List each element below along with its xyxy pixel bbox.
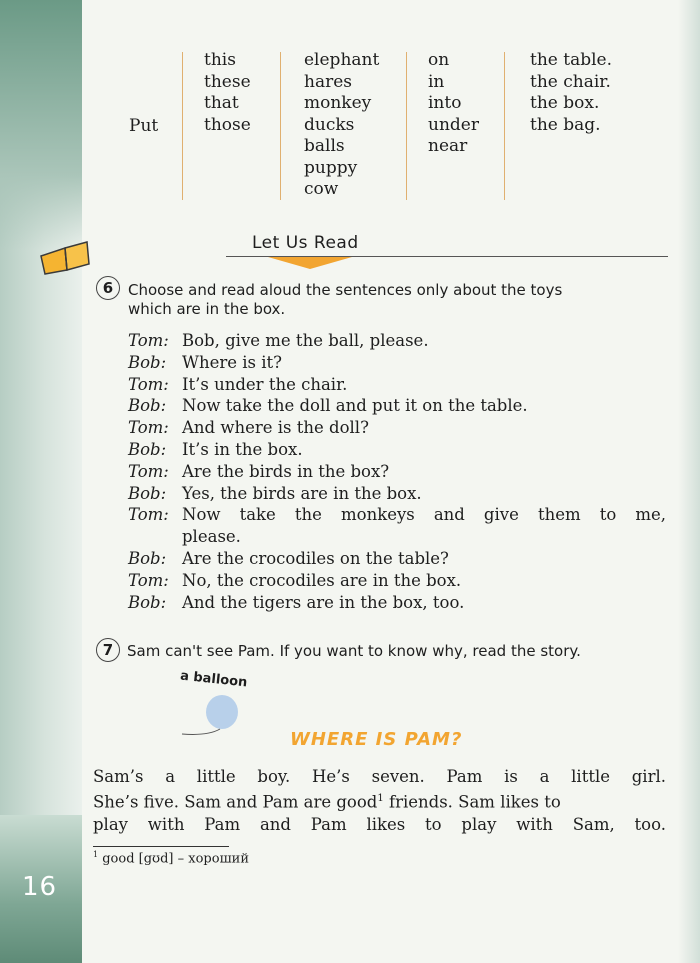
table-word: in [428,71,445,92]
table-word: balls [304,136,345,156]
story-fragment-text: She’s five. Sam and Pam are good [93,792,378,812]
speaker: Bob: [128,592,167,612]
line-text: It’s in the box. [182,439,303,459]
line-text: No, the crocodiles are in the box. [182,570,462,590]
table-word: these [204,71,251,92]
footnote-text: good [gʊd] – хороший [98,851,249,867]
exercise-6-instruction-line1: Choose and read aloud the sentences only about the toys [128,281,563,299]
dialogue-line [128,417,668,439]
table-word: monkey [304,93,372,113]
story-title: WHERE IS PAM? [290,729,463,750]
dialogue-line [128,352,668,374]
story-fragment [93,788,561,814]
table-divider [280,52,281,200]
speaker: Tom: [128,461,169,481]
story-line: play with Pam and Pam likes to play with Sam, too. [93,814,666,834]
dialogue-line [128,483,668,505]
speaker: Bob: [128,396,167,416]
speaker: Tom: [128,570,169,590]
exercise-7-number: 7 [96,638,120,662]
dialogue-line [128,570,668,592]
page-edge-right [678,0,700,963]
table-divider [406,52,407,200]
table-word: cow [304,179,339,199]
line-text: And where is the doll? [182,418,369,438]
footnote-marker: 1 [93,850,99,859]
table-divider [504,52,505,200]
table-column-nouns [304,50,379,201]
story-text [93,766,666,836]
dialogue-line [128,330,668,352]
speaker: Tom: [128,505,169,525]
line-text: Where is it? [182,352,282,372]
footnote-rule [93,846,229,847]
line-text: Now take the doll and put it on the table. [182,396,528,416]
substitution-table [100,50,660,210]
table-word: the chair. [530,71,611,92]
footnote [93,850,249,866]
book-icon [37,236,93,276]
table-word: into [428,93,462,113]
table-word: that [204,93,239,113]
speaker: Bob: [128,548,167,568]
table-word: this [204,50,236,70]
speaker: Bob: [128,352,167,372]
table-divider [182,52,183,200]
table-verb: Put [129,116,159,136]
page-number: 16 [22,872,58,902]
line-text: Are the birds in the box? [182,461,390,481]
table-word: ducks [304,114,355,135]
line-text: Yes, the birds are in the box. [182,483,422,503]
balloon-label: a balloon [179,668,249,691]
speaker: Bob: [128,483,167,503]
speaker: Tom: [128,418,169,438]
table-word: elephant [304,50,380,70]
dialogue-line [128,548,668,570]
line-text: And the tigers are in the box, too. [182,592,465,612]
table-word: the bag. [530,114,601,135]
line-text: Bob, give me the ball, please. [182,331,429,350]
table-word: on [428,50,450,70]
table-word: the table. [530,50,612,70]
speaker: Bob: [128,439,167,459]
table-word: puppy [304,157,358,178]
exercise-7-instruction: Sam can't see Pam. If you want to know why, read the story. [127,642,581,660]
dialogue-line [128,374,668,396]
table-column-determiners [204,50,251,136]
table-column-places [530,50,612,136]
section-rule-accent [268,257,352,269]
table-word: hares [304,71,352,92]
section-title: Let Us Read [252,233,359,253]
exercise-6-instruction-line2: which are in the box. [128,300,286,318]
table-word: the box. [530,93,600,113]
line-text: please. [182,527,241,547]
story-line: Sam’s a little boy. He’s seven. Pam is a little girl. [93,767,666,786]
speaker: Tom: [128,331,169,350]
footnote-ref: 1 [377,793,384,804]
dialogue-line-continuation [128,526,668,548]
exercise-6-number: 6 [96,276,120,300]
dialogue-line [128,592,668,614]
dialogue-line [128,395,668,417]
table-word: those [204,114,251,135]
page-edge-top-shade [0,0,82,250]
speaker: Tom: [128,374,169,394]
table-word: under [428,114,479,135]
dialogue-line [128,439,668,461]
story-fragment-text: friends. Sam likes to [383,792,561,812]
story-line [93,788,666,814]
dialogue-line [128,461,668,483]
dialogue [128,330,668,613]
table-word: near [428,136,468,156]
balloon-icon [178,692,248,747]
dialogue-line [128,504,668,526]
line-text: Are the crocodiles on the table? [182,548,449,568]
table-column-prepositions [428,50,479,158]
line-text: It’s under the chair. [182,374,348,394]
line-text: Now take the monkeys and give them to me, [182,505,666,525]
